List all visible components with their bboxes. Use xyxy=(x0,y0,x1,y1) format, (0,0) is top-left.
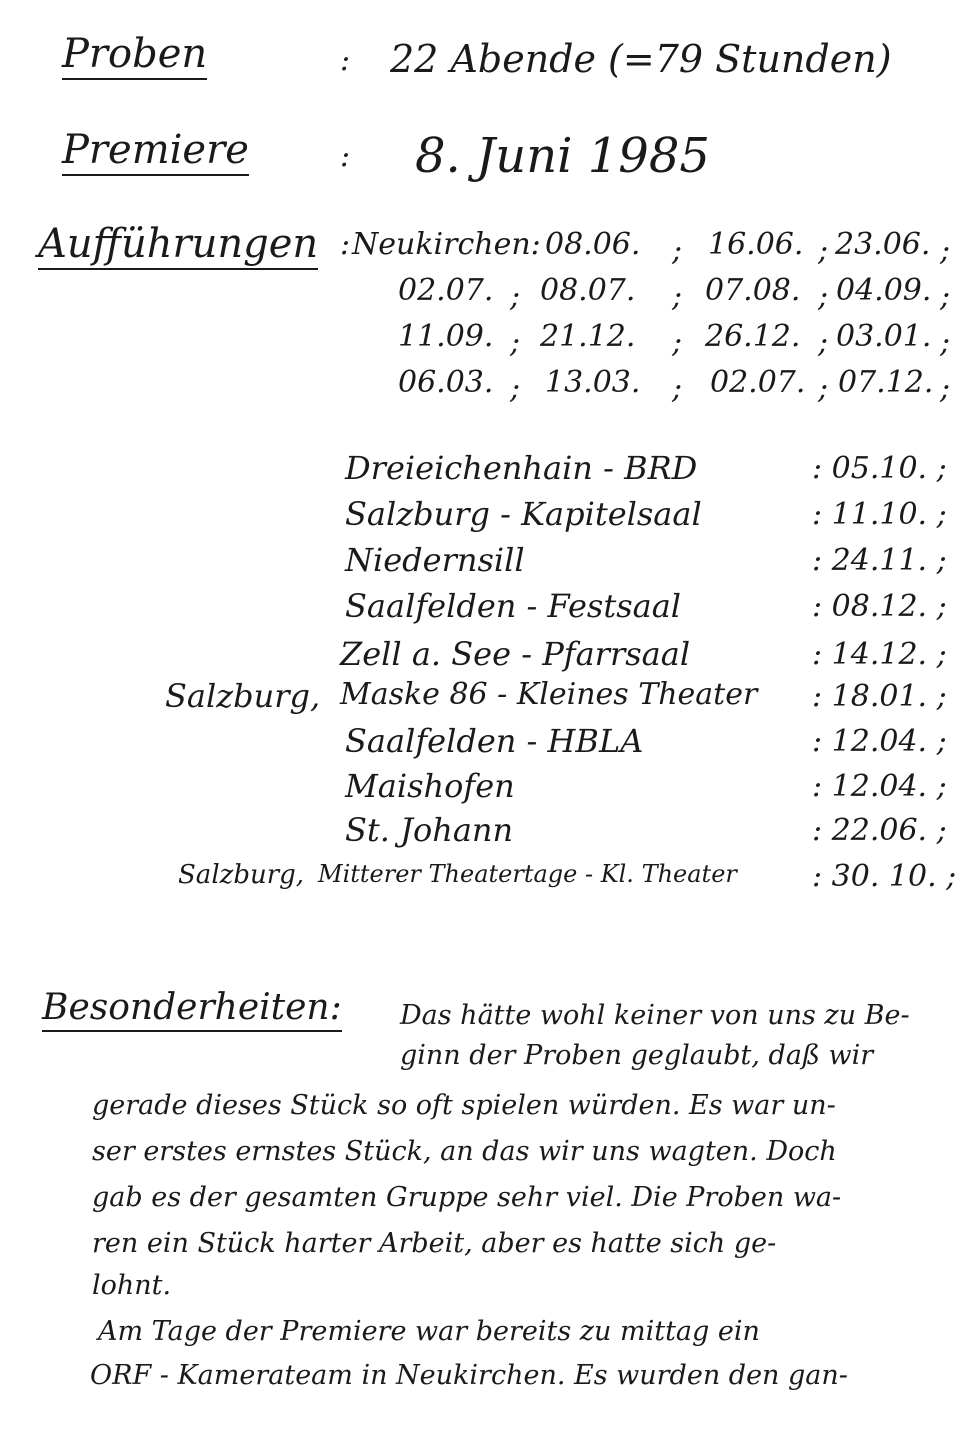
tour-date: : 30. 10. ; xyxy=(812,859,957,894)
tour-venue: Saalfelden - Festsaal xyxy=(345,587,681,625)
tour-venue: Maske 86 - Kleines Theater xyxy=(340,677,758,712)
tour-venue: Maishofen xyxy=(345,767,515,805)
tour-venue: Niedernsill xyxy=(345,541,525,579)
date-cell: 04.09. xyxy=(836,273,932,308)
date-sep: ; xyxy=(672,233,683,268)
date-cell: 13.03. xyxy=(545,365,641,400)
tour-date: : 05.10. ; xyxy=(812,451,947,486)
tour-venue: Dreieichenhain - BRD xyxy=(345,449,698,487)
proben-value: 22 Abende (=79 Stunden) xyxy=(390,37,892,81)
tour-date: : 14.12. ; xyxy=(812,637,947,672)
date-cell: 11.09. xyxy=(398,319,494,354)
auffuehrungen-colon: : xyxy=(340,227,351,262)
date-cell: 08.07. xyxy=(540,273,636,308)
date-cell: 08.06. xyxy=(545,227,641,262)
text-line: ginn der Proben geglaubt, daß wir xyxy=(400,1040,874,1071)
date-sep: ; xyxy=(818,279,829,314)
date-sep: ; xyxy=(672,371,683,406)
besonderheiten-label: Besonderheiten: xyxy=(42,990,342,1032)
date-sep: ; xyxy=(510,325,521,360)
tour-venue: Salzburg - Kapitelsaal xyxy=(345,495,702,533)
text-line: Am Tage der Premiere war bereits zu mittag ein xyxy=(98,1316,760,1347)
date-sep: ; xyxy=(940,325,951,360)
date-sep: ; xyxy=(672,325,683,360)
date-sep: ; xyxy=(818,325,829,360)
date-sep: ; xyxy=(940,371,951,406)
date-sep: ; xyxy=(818,233,829,268)
date-sep: ; xyxy=(818,371,829,406)
text-line: ren ein Stück harter Arbeit, aber es hatte sich ge- xyxy=(92,1228,777,1259)
tour-date: : 12.04. ; xyxy=(812,769,947,804)
date-cell: 06.03. xyxy=(398,365,494,400)
tour-venue: Mitterer Theatertage - Kl. Theater xyxy=(318,860,737,888)
tour-venue: St. Johann xyxy=(345,811,514,849)
tour-prefix: Salzburg, xyxy=(165,677,321,715)
text-line: lohnt. xyxy=(92,1270,172,1301)
premiere-colon: : xyxy=(340,139,351,174)
auffuehrungen-label: Aufführungen xyxy=(38,224,318,270)
date-cell: 23.06. xyxy=(835,227,931,262)
date-cell: 02.07. xyxy=(398,273,494,308)
text-line: gerade dieses Stück so oft spielen würden. Es war un- xyxy=(92,1090,836,1121)
tour-prefix: Salzburg, xyxy=(178,860,305,890)
tour-date: : 11.10. ; xyxy=(812,497,947,532)
text-line: gab es der gesamten Gruppe sehr viel. Die Proben wa- xyxy=(92,1182,842,1213)
auffuehrungen-place: Neukirchen: xyxy=(352,227,541,262)
date-sep: ; xyxy=(510,371,521,406)
tour-date: : 08.12. ; xyxy=(812,589,947,624)
date-cell: 21.12. xyxy=(540,319,636,354)
date-sep: ; xyxy=(672,279,683,314)
tour-date: : 12.04. ; xyxy=(812,724,947,759)
text-line: ORF - Kamerateam in Neukirchen. Es wurden den gan- xyxy=(90,1360,848,1391)
date-cell: 03.01. xyxy=(836,319,932,354)
premiere-label: Premiere xyxy=(62,130,249,176)
date-cell: 02.07. xyxy=(710,365,806,400)
premiere-value: 8. Juni 1985 xyxy=(415,128,710,184)
tour-date: : 22.06. ; xyxy=(812,813,947,848)
tour-venue: Saalfelden - HBLA xyxy=(345,722,644,760)
date-sep: ; xyxy=(940,279,951,314)
tour-date: : 24.11. ; xyxy=(812,543,947,578)
proben-label: Proben xyxy=(62,34,207,80)
date-sep: ; xyxy=(510,279,521,314)
date-sep: ; xyxy=(940,233,951,268)
text-line: Das hätte wohl keiner von uns zu Be- xyxy=(400,1000,910,1031)
text-line: ser erstes ernstes Stück, an das wir uns wagten. Doch xyxy=(92,1136,837,1167)
date-cell: 26.12. xyxy=(705,319,801,354)
tour-venue: Zell a. See - Pfarrsaal xyxy=(340,635,691,673)
date-cell: 16.06. xyxy=(708,227,804,262)
tour-date: : 18.01. ; xyxy=(812,679,947,714)
date-cell: 07.08. xyxy=(705,273,801,308)
date-cell: 07.12. xyxy=(838,365,934,400)
proben-colon: : xyxy=(340,43,351,78)
